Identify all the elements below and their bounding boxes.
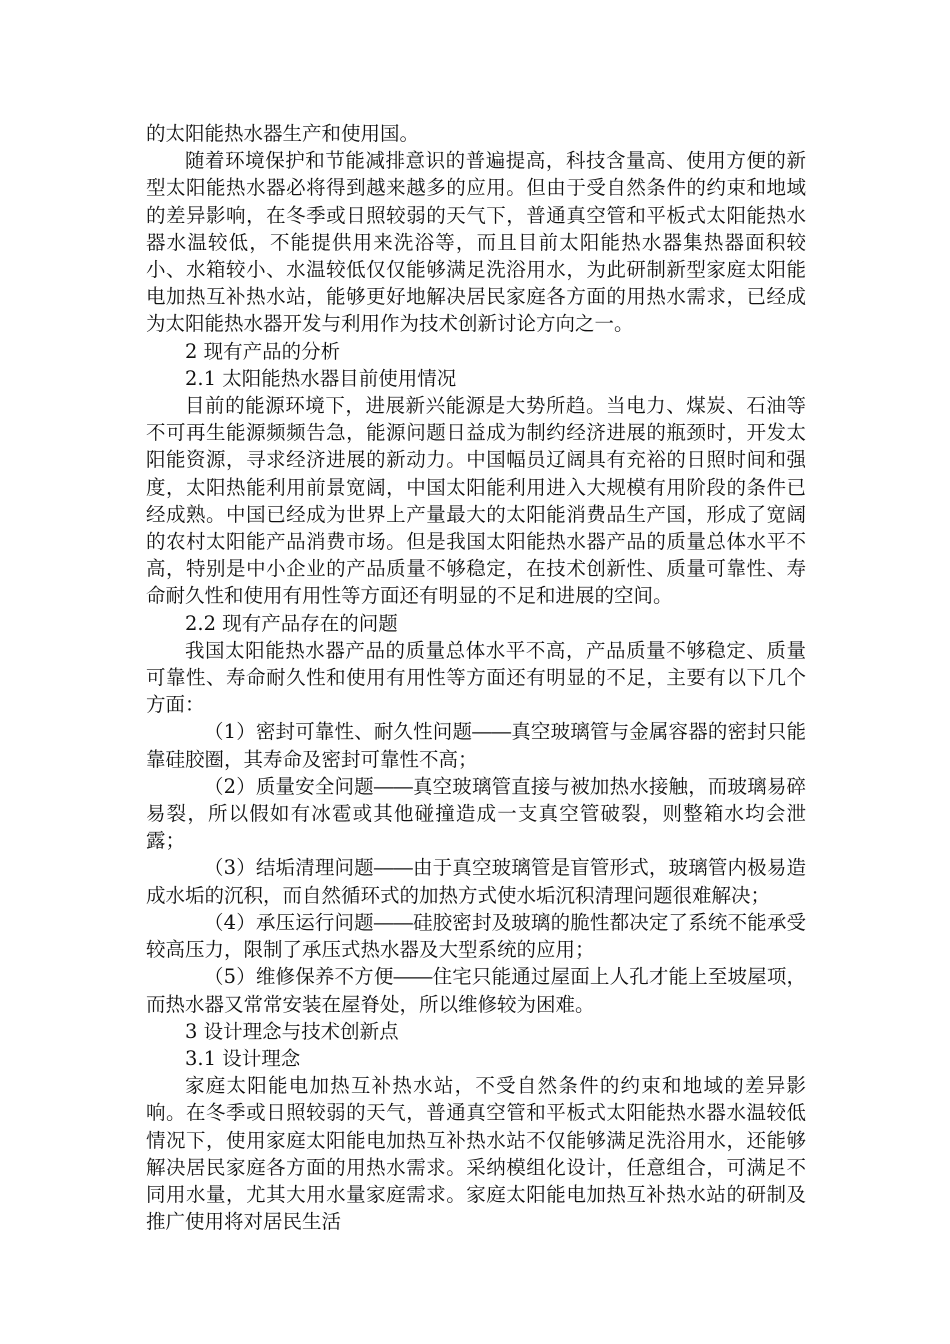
paragraph-design: 家庭太阳能电加热互补热水站，不受自然条件的约束和地域的差异影响。在冬季或日照较弱的天气，普通真空管和平板式太阳能热水器水温较低情况下，使用家庭太阳能电加热互补热水站不仅能够满足洗浴用水，还能够解决居民家庭各方面的用热水需求。采纳模组化设计，任意组合，可满足不同用水量，尤其大用水量家庭需求。家庭太阳能电加热互补热水站的研制及推广使用将对居民生活	[146, 1074, 806, 1234]
list-item-4: （4）承压运行问题――硅胶密封及玻璃的脆性都决定了系统不能承受较高压力，限制了承压式热水器及大型系统的应用；	[146, 910, 806, 962]
list-item-2: （2）质量安全问题――真空玻璃管直接与被加热水接触，而玻璃易碎易裂，所以假如有冰雹或其他碰撞造成一支真空管破裂，则整箱水均会泄露；	[146, 774, 806, 853]
subsection-heading-2-2: 2.2 现有产品存在的问题	[185, 611, 398, 635]
list-item-3: （3）结垢清理问题――由于真空玻璃管是盲管形式，玻璃管内极易造成水垢的沉积，而自然循环式的加热方式使水垢沉积清理问题很难解决；	[146, 856, 806, 907]
paragraph-usage: 目前的能源环境下，进展新兴能源是大势所趋。当电力、煤炭、石油等不可再生能源频频告急，能源问题日益成为制约经济进展的瓶颈时，开发太阳能资源，寻求经济进展的新动力。中国幅员辽阔具有充裕的日照时间和强度，太阳热能利用前景宽阔，中国太阳能利用进入大规模有用阶段的条件已经成熟。中国已经成为世界上产量最大的太阳能消费品生产国，形成了宽阔的农村太阳能产品消费市场。但是我国太阳能热水器产品的质量总体水平不高，特别是中小企业的产品质量不够稳定，在技术创新性、质量可靠性、寿命耐久性和使用有用性等方面还有明显的不足和进展的空间。	[146, 394, 806, 608]
list-item-5: （5）维修保养不方便――住宅只能通过屋面上人孔才能上至坡屋项，而热水器又常常安装在屋脊处，所以维修较为困难。	[146, 965, 806, 1016]
paragraph-continuation: 的太阳能热水器生产和使用国。	[146, 122, 420, 145]
subsection-heading-3-1: 3.1 设计理念	[185, 1046, 301, 1070]
list-item-1: （1）密封可靠性、耐久性问题――真空玻璃管与金属容器的密封只能靠硅胶圈，其寿命及密封可靠性不高；	[146, 720, 806, 771]
section-heading-3: 3 设计理念与技术创新点	[185, 1019, 399, 1043]
document-body	[146, 120, 806, 1235]
paragraph-problems: 我国太阳能热水器产品的质量总体水平不高，产品质量不够稳定、质量可靠性、寿命耐久性和使用有用性等方面还有明显的不足，主要有以下几个方面：	[146, 638, 806, 717]
subsection-heading-2-1: 2.1 太阳能热水器目前使用情况	[185, 366, 457, 390]
paragraph-intro: 随着环境保护和节能减排意识的普遍提高，科技含量高、使用方便的新型太阳能热水器必将得到越来越多的应用。但由于受自然条件的约束和地域的差异影响，在冬季或日照较弱的天气下，普通真空管和平板式太阳能热水器水温较低，不能提供用来洗浴等，而且目前太阳能热水器集热器面积较小、水箱较小、水温较低仅仅能够满足洗浴用水，为此研制新型家庭太阳能电加热互补热水站，能够更好地解决居民家庭各方面的用热水需求，已经成为太阳能热水器开发与利用作为技术创新讨论方向之一。	[146, 149, 806, 336]
section-heading-2: 2 现有产品的分析	[185, 339, 341, 363]
